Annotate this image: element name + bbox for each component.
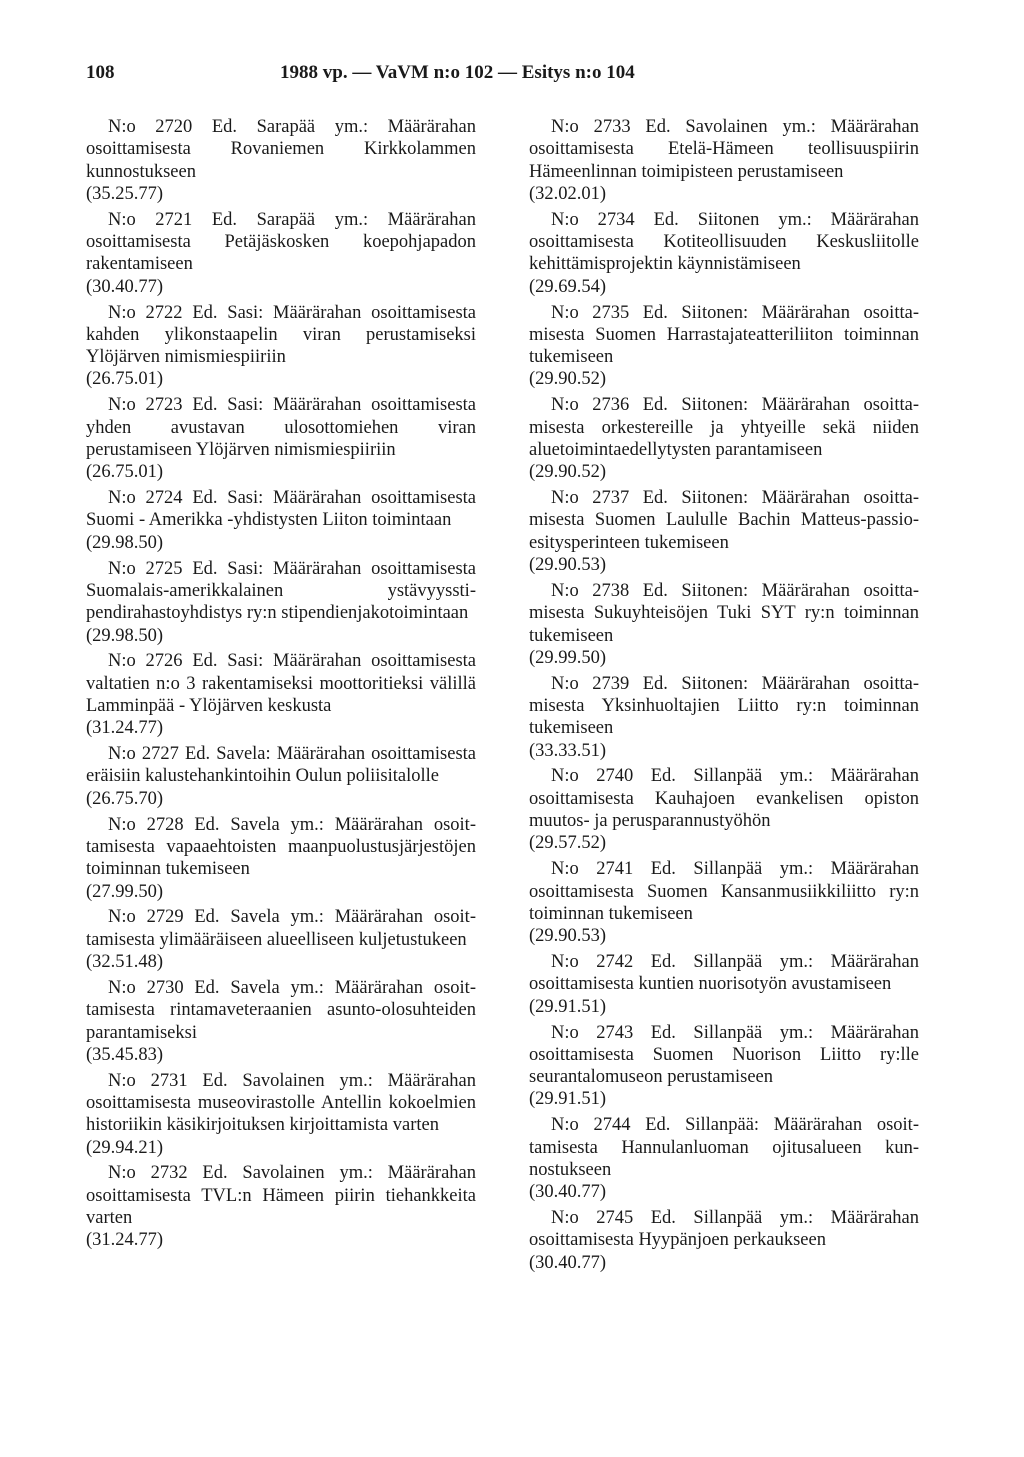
list-item [86, 814, 476, 903]
list-item [86, 977, 476, 1066]
entry-budget-code: (31.24.77) [86, 718, 164, 739]
entry-budget-code: (35.25.77) [86, 183, 164, 204]
entry-budget-code: (27.99.50) [86, 881, 164, 902]
entry-text: N:o 2742 Ed. Sillanpää ym.: Määrärahan osoittamisesta kuntien nuorisotyön avustamiseen [529, 952, 919, 995]
entry-text: N:o 2735 Ed. Siitonen: Määrärahan osoittamisesta Suomen Harrastajateatteriliiton toiminnan tukemiseen [529, 302, 919, 368]
entry-text: N:o 2738 Ed. Siitonen: Määrärahan osoittamisesta Sukuyhteisöjen Tuki SYT ry:n toiminnan tukemiseen [529, 580, 919, 646]
left-column [86, 116, 476, 1255]
list-item [529, 302, 919, 391]
list-item [529, 209, 919, 298]
entry-text: N:o 2740 Ed. Sillanpää ym.: Määrärahan osoittamisesta Kauhajoen evankelisen opiston muutos- ja perusparannustyöhön [529, 766, 919, 832]
list-item [529, 116, 919, 205]
list-item [529, 487, 919, 576]
entry-text: N:o 2739 Ed. Siitonen: Määrärahan osoittamisesta Yksinhuoltajien Liitto ry:n toiminnan tukemiseen [529, 673, 919, 739]
entry-text: N:o 2741 Ed. Sillanpää ym.: Määrärahan osoittamisesta Suomen Kansanmusiikkiliitto ry:n toiminnan tukemiseen [529, 859, 919, 924]
entry-text: N:o 2728 Ed. Savela ym.: Määrärahan osoittamisesta vapaaehtoisten maanpuolustusjärjestöjen toiminnan tukemiseen [86, 814, 476, 880]
entry-budget-code: (35.45.83) [86, 1044, 164, 1065]
list-item [86, 906, 476, 973]
list-item [529, 1114, 919, 1203]
entry-budget-code: (29.98.50) [86, 532, 164, 553]
list-item [86, 1162, 476, 1251]
entry-text: N:o 2726 Ed. Sasi: Määrärahan osoittamisesta valtatien n:o 3 rakentamiseksi moottoritieksi välillä Lamminpää - Ylöjärven keskusta [86, 651, 476, 716]
entry-budget-code: (33.33.51) [529, 740, 607, 761]
entry-text: N:o 2744 Ed. Sillanpää: Määrärahan osoittamisesta Hannulanluoman ojitusalueen kunnostukseen [529, 1115, 919, 1180]
list-item [86, 558, 476, 647]
entry-budget-code: (29.90.52) [529, 462, 607, 483]
entry-text: N:o 2730 Ed. Savela ym.: Määrärahan osoittamisesta rintamaveteraanien asunto-olosuhteiden parantamiseksi [86, 977, 476, 1043]
entry-budget-code: (29.91.51) [529, 1089, 607, 1110]
entry-text: N:o 2722 Ed. Sasi: Määrärahan osoittamisesta kahden ylikonstaapelin viran perustamiseksi Ylöjärven nimismiespiiriin [86, 302, 476, 368]
right-column [529, 116, 919, 1278]
entry-text: N:o 2736 Ed. Siitonen: Määrärahan osoittamisesta orkestereille ja yhtyeille sekä niiden aluetoimintaedellytysten parantamiseen [529, 395, 919, 460]
entry-text: N:o 2724 Ed. Sasi: Määrärahan osoittamisesta Suomi - Amerikka -yhdistysten Liiton toimintaan [86, 488, 476, 531]
entry-budget-code: (30.40.77) [529, 1182, 607, 1203]
entry-budget-code: (29.98.50) [86, 625, 164, 646]
entry-budget-code: (29.91.51) [529, 996, 607, 1017]
page-header [86, 62, 964, 90]
page-number: 108 [86, 62, 115, 83]
list-item [529, 765, 919, 854]
list-item [86, 487, 476, 554]
list-item [529, 673, 919, 762]
entry-text: N:o 2720 Ed. Sarapää ym.: Määrärahan osoittamisesta Rovaniemen Kirkkolammen kunnostukseen [86, 117, 476, 182]
entry-budget-code: (32.02.01) [529, 183, 607, 204]
entry-text: N:o 2727 Ed. Savela: Määrärahan osoittamisesta eräisiin kalustehankintoihin Oulun poliisitalolle [86, 744, 476, 787]
list-item [529, 394, 919, 483]
list-item [86, 1070, 476, 1159]
list-item [86, 302, 476, 391]
entry-text: N:o 2745 Ed. Sillanpää ym.: Määrärahan osoittamisesta Hyypänjoen perkaukseen [529, 1208, 919, 1251]
entry-budget-code: (32.51.48) [86, 952, 164, 973]
entry-budget-code: (31.24.77) [86, 1230, 164, 1251]
entry-budget-code: (29.99.50) [529, 647, 607, 668]
entry-text: N:o 2721 Ed. Sarapää ym.: Määrärahan osoittamisesta Petäjäskosken koepohjapadon rakentamiseen [86, 209, 476, 275]
entry-budget-code: (29.57.52) [529, 833, 607, 854]
entry-text: N:o 2731 Ed. Savolainen ym.: Määrärahan osoittamisesta museovirastolle Antellin kokoelmien historiikin käsikirjoituksen kirjoittamista varten [86, 1070, 476, 1136]
entry-budget-code: (29.90.53) [529, 555, 607, 576]
entry-budget-code: (26.75.01) [86, 462, 164, 483]
entry-text: N:o 2725 Ed. Sasi: Määrärahan osoittamisesta Suomalais-amerikkalainen ystävyysstipendirahastoyhdistys ry:n stipendienjakotoimintaan [86, 558, 476, 624]
list-item [529, 1207, 919, 1274]
list-item [86, 650, 476, 739]
list-item [529, 951, 919, 1018]
list-item [529, 1022, 919, 1111]
list-item [529, 858, 919, 947]
entry-text: N:o 2729 Ed. Savela ym.: Määrärahan osoittamisesta ylimääräiseen alueelliseen kuljetustukeen [86, 907, 476, 950]
list-item [86, 116, 476, 205]
list-item [86, 743, 476, 810]
entry-budget-code: (29.69.54) [529, 276, 607, 297]
list-item [86, 209, 476, 298]
list-item [529, 580, 919, 669]
list-item [86, 394, 476, 483]
entry-budget-code: (30.40.77) [529, 1252, 607, 1273]
entry-budget-code: (26.75.70) [86, 788, 164, 809]
entry-budget-code: (29.90.53) [529, 926, 607, 947]
entry-budget-code: (30.40.77) [86, 276, 164, 297]
entry-text: N:o 2733 Ed. Savolainen ym.: Määrärahan osoittamisesta Etelä-Hämeen teollisuuspiirin Hämeenlinnan toimipisteen perustamiseen [529, 117, 919, 182]
entry-text: N:o 2723 Ed. Sasi: Määrärahan osoittamisesta yhden avustavan ulosottomiehen viran perustamiseen Ylöjärven nimismiespiiriin [86, 395, 476, 460]
entry-text: N:o 2743 Ed. Sillanpää ym.: Määrärahan osoittamisesta Suomen Nuorison Liitto ry:lle seurantalomuseon perustamiseen [529, 1022, 919, 1088]
entry-budget-code: (26.75.01) [86, 369, 164, 390]
entry-text: N:o 2737 Ed. Siitonen: Määrärahan osoittamisesta Suomen Laululle Bachin Matteus-passio-esitysperinteen tukemiseen [529, 488, 919, 553]
entry-text: N:o 2732 Ed. Savolainen ym.: Määrärahan osoittamisesta TVL:n Hämeen piirin tiehankkeita varten [86, 1163, 476, 1229]
entry-budget-code: (29.94.21) [86, 1137, 164, 1158]
entry-text: N:o 2734 Ed. Siitonen ym.: Määrärahan osoittamisesta Kotiteollisuuden Keskusliitolle kehittämisprojektin käynnistämiseen [529, 209, 919, 275]
entry-budget-code: (29.90.52) [529, 369, 607, 390]
running-title: 1988 vp. — VaVM n:o 102 — Esitys n:o 104 [280, 62, 635, 83]
